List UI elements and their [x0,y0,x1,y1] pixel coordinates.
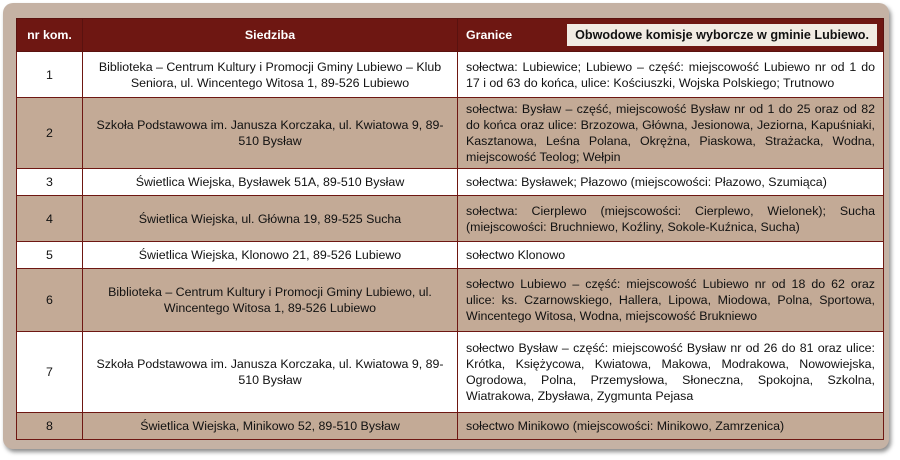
table-frame [3,3,889,449]
table-header-row [17,19,884,52]
cell-granice: sołectwo Bysław – część: miejscowość Bysław nr od 26 do 81 oraz ulice: Krótka, Księżycowa, Kwiatowa, Makowa, Modrakowa, Nowowiejska, Ogrodowa, Polna, Przemysłowa, Słoneczna, Spokojna, Szkolna, Wiatrakowa, Zbysława, Zygmunta Pejasa [458,332,884,413]
cell-granice: sołectwa: Lubiewice; Lubiewo – część: miejscowość Lubiewo nr od 1 do 17 i od 63 do końca, ulice: Kościuszki, Wojska Polskiego; Trutnowo [458,52,884,98]
table-row [17,269,884,332]
table-row [17,52,884,98]
cell-nr: 2 [17,98,83,169]
header-granice-label: Granice [466,28,513,42]
cell-granice: sołectwo Minikowo (miejscowości: Minikowo, Zamrzenica) [458,413,884,440]
cell-granice: sołectwa: Bysław – część, miejscowość Bysław nr od 1 do 25 oraz od 82 do końca oraz ulice: Brzozowa, Główna, Jesionowa, Jeziorna, Kapuśniaki, Kasztanowa, Leśna Polana, Okrężna, Piaskowa, Strażacka, Wodna, miejscowość Teolog; Wełpin [458,98,884,169]
header-siedziba: Siedziba [83,19,458,52]
cell-nr: 4 [17,196,83,242]
cell-nr: 1 [17,52,83,98]
table-title: Obwodowe komisje wyborcze w gminie Lubiewo. [567,24,877,46]
commissions-table [16,18,884,440]
cell-siedziba: Świetlica Wiejska, ul. Główna 19, 89-525 Sucha [83,196,458,242]
cell-siedziba: Szkoła Podstawowa im. Janusza Korczaka, ul. Kwiatowa 9, 89-510 Bysław [83,332,458,413]
cell-nr: 5 [17,242,83,269]
table-row [17,242,884,269]
table-row [17,413,884,440]
cell-granice: sołectwo Lubiewo – część: miejscowość Lubiewo nr od 18 do 62 oraz ulice: ks. Czarnowskiego, Hallera, Lipowa, Miodowa, Polna, Sportowa, Wincentego Witosa, Wodna, miejscowość Brukniewo [458,269,884,332]
cell-nr: 3 [17,169,83,196]
header-nr: nr kom. [17,19,83,52]
cell-nr: 6 [17,269,83,332]
table-row [17,196,884,242]
cell-siedziba: Biblioteka – Centrum Kultury i Promocji Gminy Lubiewo, ul. Wincentego Witosa 1, 89-526 Lubiewo [83,269,458,332]
cell-granice: sołectwo Klonowo [458,242,884,269]
cell-nr: 7 [17,332,83,413]
table-row [17,98,884,169]
cell-granice: sołectwa: Bysławek; Płazowo (miejscowości: Płazowo, Szumiąca) [458,169,884,196]
cell-nr: 8 [17,413,83,440]
cell-siedziba: Świetlica Wiejska, Klonowo 21, 89-526 Lubiewo [83,242,458,269]
cell-siedziba: Świetlica Wiejska, Bysławek 51A, 89-510 Bysław [83,169,458,196]
table-row [17,332,884,413]
cell-granice: sołectwa: Cierplewo (miejscowości: Cierplewo, Wielonek); Sucha (miejscowości: Bruchniewo, Koźliny, Sokole-Kuźnica, Sucha) [458,196,884,242]
table-row [17,169,884,196]
header-granice [458,19,884,52]
cell-siedziba: Szkoła Podstawowa im. Janusza Korczaka, ul. Kwiatowa 9, 89-510 Bysław [83,98,458,169]
cell-siedziba: Biblioteka – Centrum Kultury i Promocji Gminy Lubiewo – Klub Seniora, ul. Wincentego Witosa 1, 89-526 Lubiewo [83,52,458,98]
cell-siedziba: Świetlica Wiejska, Minikowo 52, 89-510 Bysław [83,413,458,440]
